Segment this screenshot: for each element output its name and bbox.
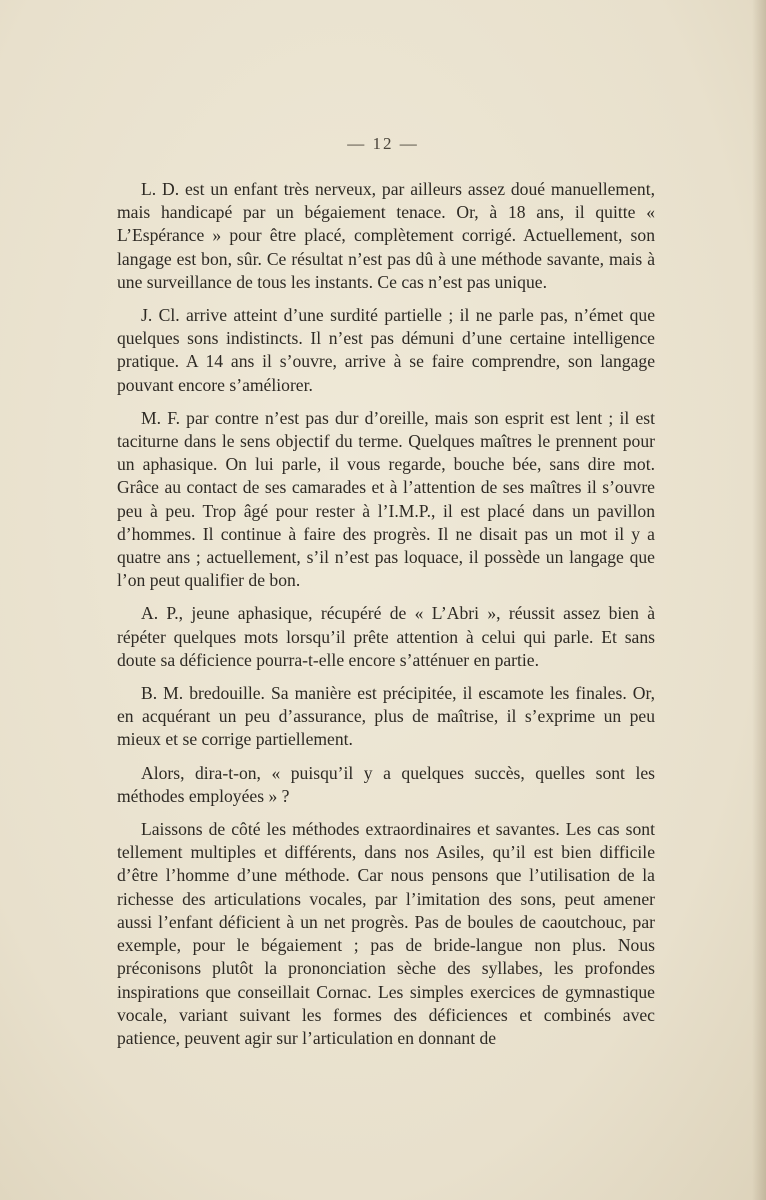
paragraph-ld: L. D. est un enfant très nerveux, par ailleurs assez doué manuellement, mais handicapé par un bégaiement tenace. Or, à 18 ans, il quitte « L’Espérance » pour être placé, complètement corrigé. Actuellement, son langage est bon, sûr. Ce résultat n’est pas dû à une méthode savante, mais à une surveillance de tous les instants. Ce cas n’est pas unique. — [117, 179, 655, 292]
paragraph-jcl: J. Cl. arrive atteint d’une surdité partielle ; il ne parle pas, n’émet que quelques sons indistincts. Il n’est pas démuni d’une certaine intelligence pratique. A 14 ans il s’ouvre, arrive à se faire comprendre, son langage pouvant encore s’améliorer. — [117, 305, 655, 395]
page-number: — 12 — — [347, 134, 419, 153]
paragraph-mf: M. F. par contre n’est pas dur d’oreille, mais son esprit est lent ; il est taciturne dans le sens objectif du terme. Quelques maîtres le prennent pour un aphasique. On lui parle, il vous regarde, bouche bée, sans dire mot. Grâce au contact de ses camarades et à l’attention de ses maîtres il s’ouvre peu à peu. Trop âgé pour rester à l’I.M.P., il est placé dans un pavillon d’hommes. Il continue à faire des progrès. Il ne disait pas un mot il y a quatre ans ; actuellement, s’il n’est pas loquace, il possède un langage que l’on peut qualifier de bon. — [117, 407, 655, 591]
body-text — [117, 178, 655, 1060]
paragraph-bm: B. M. bredouille. Sa manière est précipitée, il escamote les finales. Or, en acquérant un peu d’assurance, plus de maîtrise, il s’exprime un peu mieux et se corrige partiellement. — [117, 683, 655, 750]
paragraph-question: Alors, dira-t-on, « puisqu’il y a quelques succès, quelles sont les méthodes employées » ? — [117, 762, 655, 806]
paragraph-ap: A. P., jeune aphasique, récupéré de « L’Abri », réussit assez bien à répéter quelques mots lorsqu’il prête attention à celui qui parle. Et sans doute sa déficience pourra-t-elle encore s’atténuer en partie. — [117, 603, 655, 670]
page-edge-shadow — [752, 0, 766, 1200]
paragraph-methods: Laissons de côté les méthodes extraordinaires et savantes. Les cas sont tellement multiples et différents, dans nos Asiles, qu’il est bien difficile d’être l’homme d’une méthode. Car nous pensons que l’utilisation de la richesse des articulations vocales, par l’imitation des sons, peut amener aussi l’enfant déficient à un net progrès. Pas de boules de caoutchouc, par exemple, pour le bégaiement ; pas de bride-langue non plus. Nous préconisons plutôt la prononciation sèche des syllabes, les profondes inspirations que conseillait Cornac. Les simples exercices de gymnastique vocale, variant suivant les formes des déficiences et combinés avec patience, peuvent agir sur l’articulation en donnant de — [117, 819, 655, 1048]
